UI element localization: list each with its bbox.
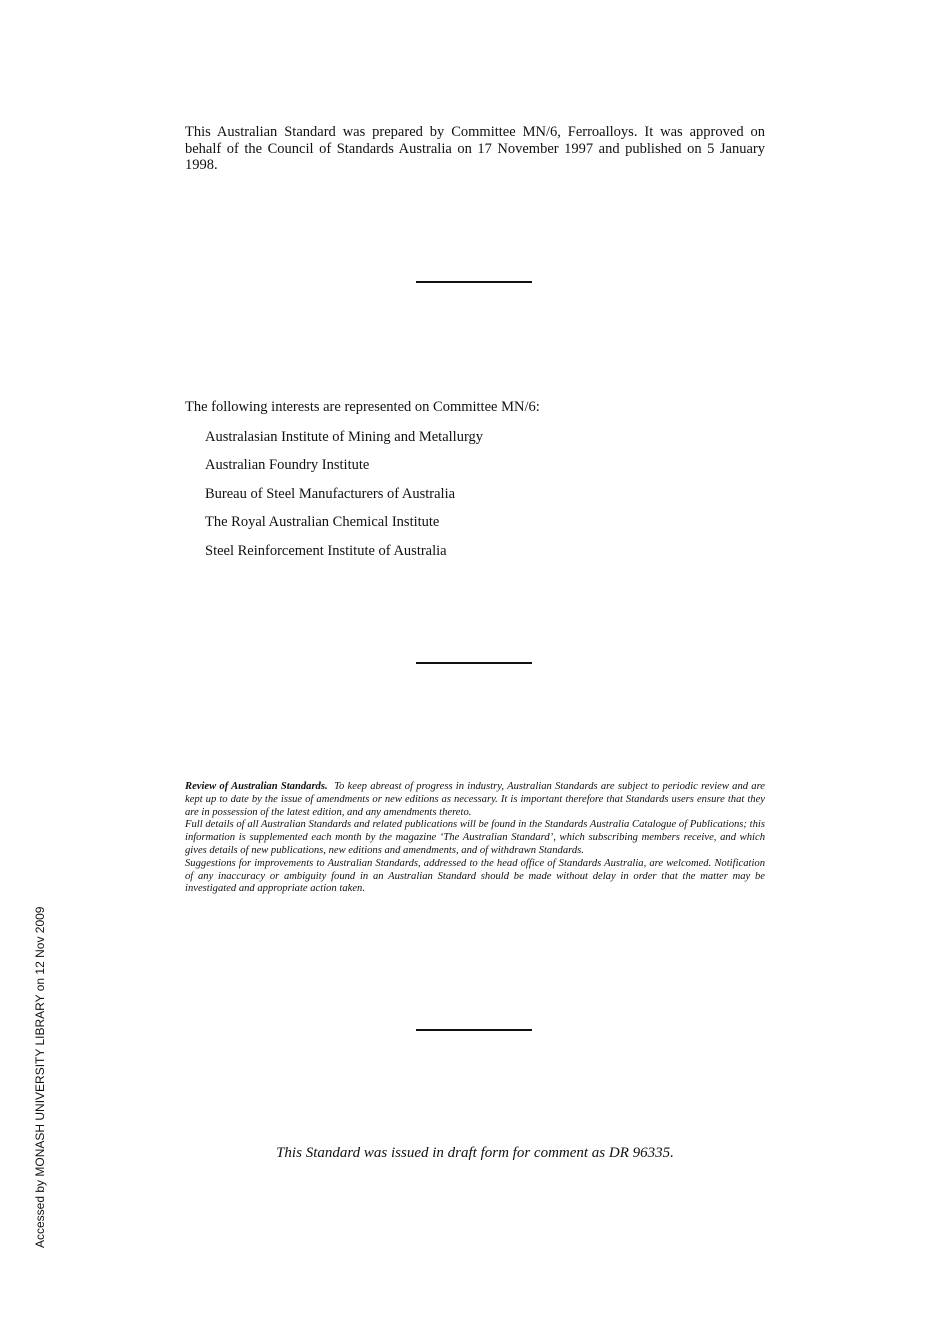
- suggestions-paragraph: Suggestions for improvements to Australian Standards, addressed to the head office of Standards Australia, are welcomed. Notification of any inaccuracy or ambiguity found in an Australian Standard should be made without delay in order that the matter may be investigated and appropriate action taken.: [185, 857, 765, 895]
- review-notice: [185, 781, 765, 896]
- interest-item: The Royal Australian Chemical Institute: [205, 514, 440, 530]
- divider-rule: [416, 281, 532, 283]
- access-stamp: Accessed by MONASH UNIVERSITY LIBRARY on 12 Nov 2009: [33, 906, 47, 1248]
- review-heading: Review of Australian Standards.: [185, 781, 328, 792]
- approval-statement: This Australian Standard was prepared by Committee MN/6, Ferroalloys. It was approved on behalf of the Council of Standards Australia on 17 November 1997 and published on 5 January 1998.: [185, 124, 765, 173]
- interest-item: Australian Foundry Institute: [205, 457, 370, 473]
- interest-item: Steel Reinforcement Institute of Australia: [205, 543, 447, 559]
- draft-note: This Standard was issued in draft form for comment as DR 96335.: [276, 1145, 674, 1161]
- interest-item: Bureau of Steel Manufacturers of Australia: [205, 486, 456, 502]
- divider-rule: [416, 1029, 532, 1031]
- divider-rule: [416, 662, 532, 664]
- interests-intro: The following interests are represented on Committee MN/6:: [185, 399, 540, 415]
- interest-item: Australasian Institute of Mining and Metallurgy: [205, 429, 484, 445]
- review-paragraph: To keep abreast of progress in industry, Australian Standards are subject to periodic review and are kept up to date by the issue of amendments or new editions as necessary. It is important therefore that Standards users ensure that they are in possession of the latest edition, and any amendments thereto.: [185, 781, 765, 818]
- catalogue-paragraph: Full details of all Australian Standards and related publications will be found in the Standards Australia Catalogue of Publications; this information is supplemented each month by the magazine ‘The Australian Standard’, which subscribing members receive, and which gives details of new publications, new editions and amendments, and of withdrawn Standards.: [185, 819, 765, 856]
